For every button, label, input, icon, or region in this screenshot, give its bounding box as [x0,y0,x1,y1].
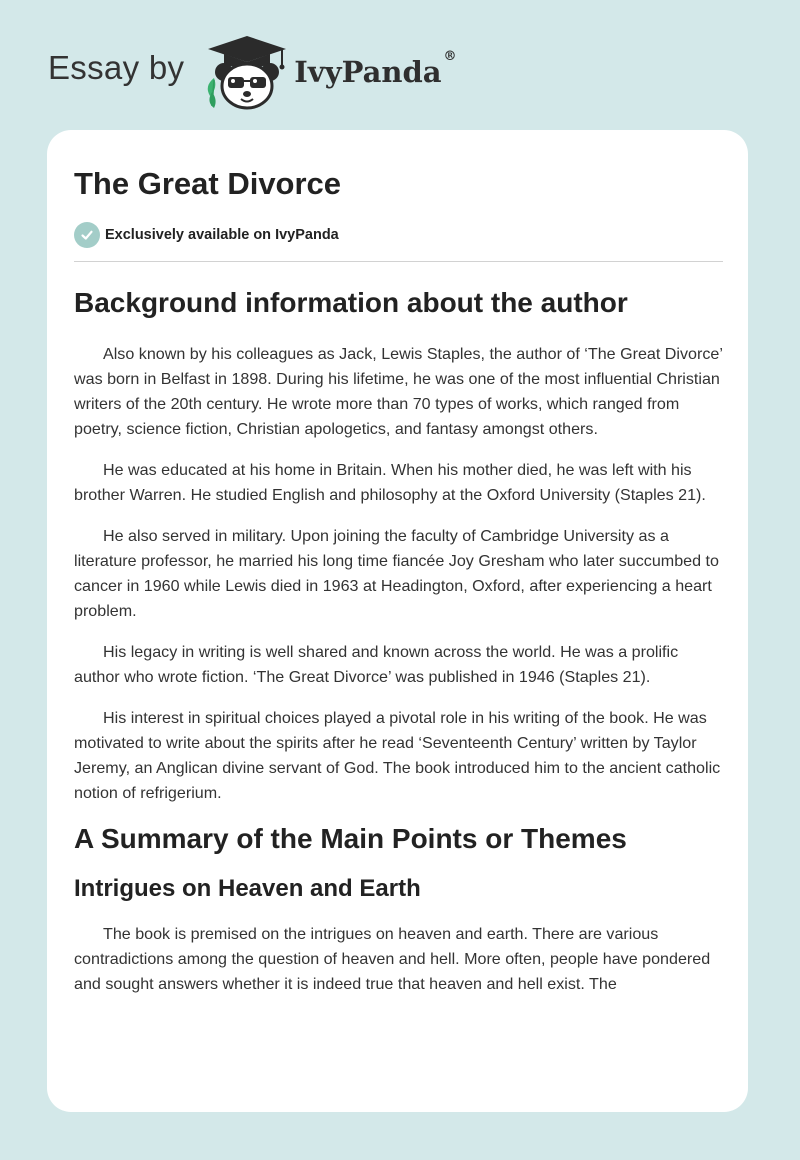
subheading-intrigues: Intrigues on Heaven and Earth [74,875,421,902]
check-circle-icon [74,222,100,248]
paragraph: The book is premised on the intrigues on heaven and earth. There are various contradictions among the question of heaven and hell. More often, people have pondered and sought answers whether it is indeed true that heaven and hell exist. The [74,925,711,993]
ivypanda-logo-icon [202,34,292,110]
section-heading-summary: A Summary of the Main Points or Themes [74,823,627,854]
brand-name: IvyPanda ® [294,49,457,89]
section-heading-background: Background information about the author [74,287,628,318]
brand-prefix: Essay by [48,49,185,86]
article-body [74,286,724,1013]
paragraph: He was educated at his home in Britain. When his mother died, he was left with his brother Warren. He studied English and philosophy at the Oxford University (Staples 21). [74,461,706,504]
paragraph: He also served in military. Upon joining the faculty of Cambridge University as a literature professor, he married his long time fiancée Joy Gresham who later succumbed to cancer in 1960 while Lewis died in 1963 at Headington, Oxford, after experiencing a heart problem. [74,527,719,620]
title-divider [74,261,723,262]
exclusive-badge [74,222,339,248]
paragraph: Also known by his colleagues as Jack, Lewis Staples, the author of ‘The Great Divorce’ was born in Belfast in 1898. During his lifetime, he was one of the most influential Christian writers of the 20th century. He wrote more than 70 types of works, which ranged from poetry, science fiction, Christian apologetics, and fantasy amongst others. [74,345,723,438]
page-title: The Great Divorce [74,166,342,201]
article-card [47,130,748,1112]
registered-mark: ® [443,49,457,64]
paragraph: His interest in spiritual choices played a pivotal role in his writing of the book. He was motivated to write about the spirits after he read ‘Seventeenth Century’ written by Taylor Jeremy, an Anglican divine servant of God. The book introduced him to the ancient catholic notion of refrigerium. [74,709,721,802]
paragraph: His legacy in writing is well shared and known across the world. He was a prolific author who wrote fiction. ‘The Great Divorce’ was published in 1946 (Staples 21). [74,643,679,686]
brand-header[interactable] [48,34,457,114]
exclusive-text: Exclusively available on IvyPanda [105,227,339,243]
